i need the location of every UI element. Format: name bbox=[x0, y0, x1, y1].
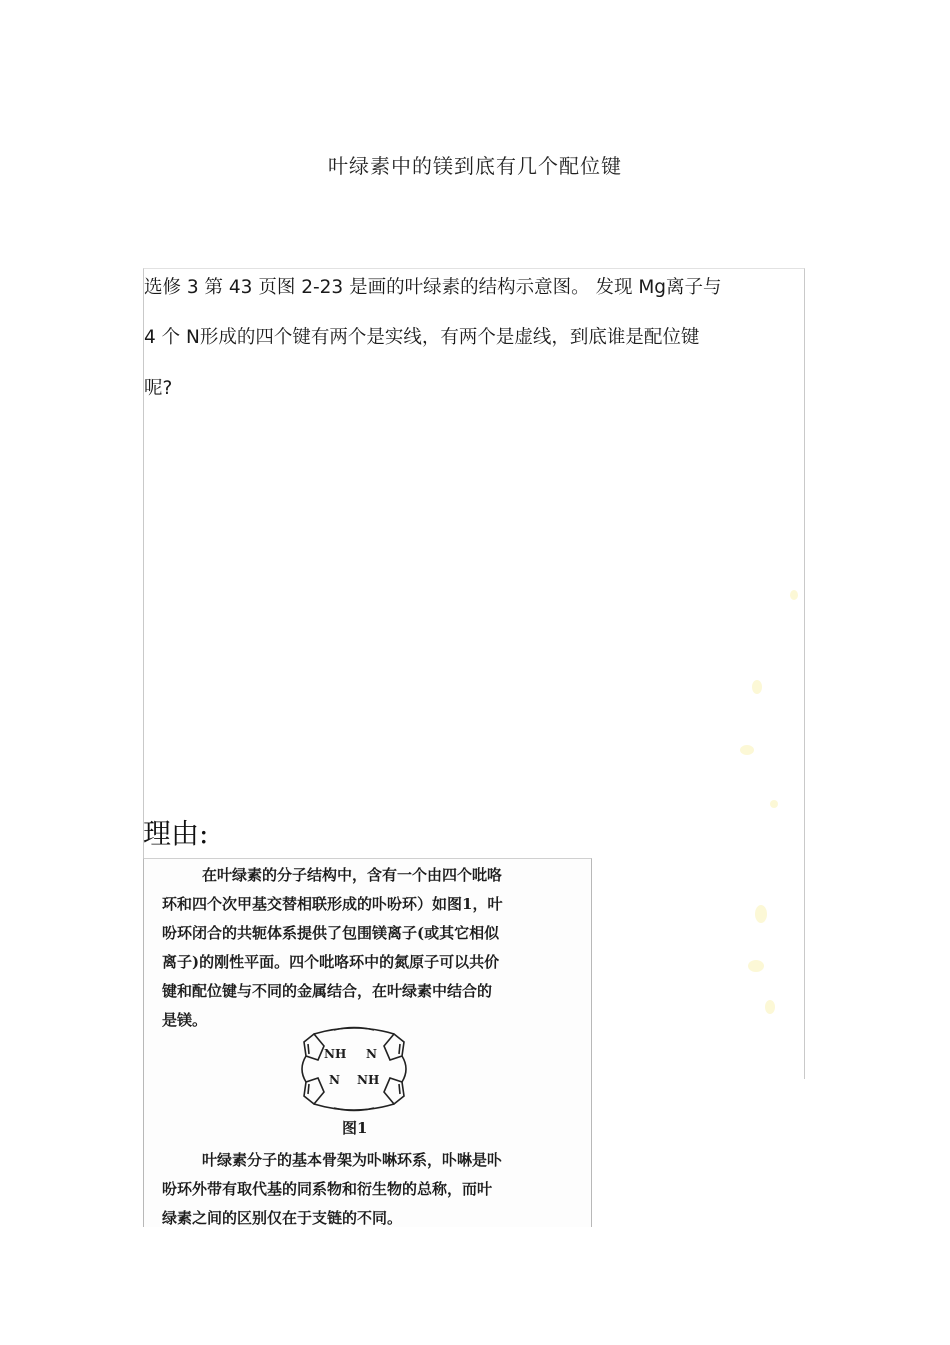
question-line-3: 呢? bbox=[144, 378, 173, 399]
atom-label-n-top: N bbox=[366, 1047, 377, 1061]
scan-text-line: 吩环闭合的共轭体系提供了包围镁离子(或其它相似 bbox=[162, 924, 500, 942]
question-line-2: 4 个 N形成的四个键有两个是实线，有两个是虚线，到底谁是配位键 bbox=[144, 327, 700, 348]
scan-text-line: 吩环外带有取代基的同系物和衍生物的总称，而叶 bbox=[162, 1180, 493, 1198]
scan-text-line: 键和配位键与不同的金属结合，在叶绿素中结合的 bbox=[162, 982, 493, 1000]
atom-label-n-bottom: N bbox=[329, 1073, 340, 1087]
scan-text-line: 绿素之间的区别仅在于支链的不同。 bbox=[162, 1209, 403, 1227]
reason-label: 理由: bbox=[143, 817, 209, 850]
figure-caption: 图1 bbox=[342, 1119, 368, 1137]
scan-text-line: 在叶绿素的分子结构中，含有一个由四个吡咯 bbox=[202, 866, 503, 884]
scan-text-line: 是镁。 bbox=[162, 1011, 208, 1029]
scan-text-line: 环和四个次甲基交替相联形成的卟吩环）如图1，叶 bbox=[162, 895, 503, 913]
scan-text-line: 离子)的刚性平面。四个吡咯环中的氮原子可以共价 bbox=[162, 953, 500, 971]
scanned-textbook-excerpt bbox=[143, 858, 592, 1227]
question-line-1: 选修 3 第 43 页图 2-23 是画的叶绿素的结构示意图。 发现 Mg离子与 bbox=[144, 277, 722, 298]
atom-label-nh-bottom: NH bbox=[357, 1073, 380, 1087]
page-title: 叶绿素中的镁到底有几个配位键 bbox=[328, 154, 622, 178]
scan-text-line: 叶绿素分子的基本骨架为卟啉环系，卟啉是卟 bbox=[202, 1151, 503, 1169]
porphine-structure-diagram bbox=[294, 1024, 414, 1114]
atom-label-nh-top: NH bbox=[324, 1047, 347, 1061]
